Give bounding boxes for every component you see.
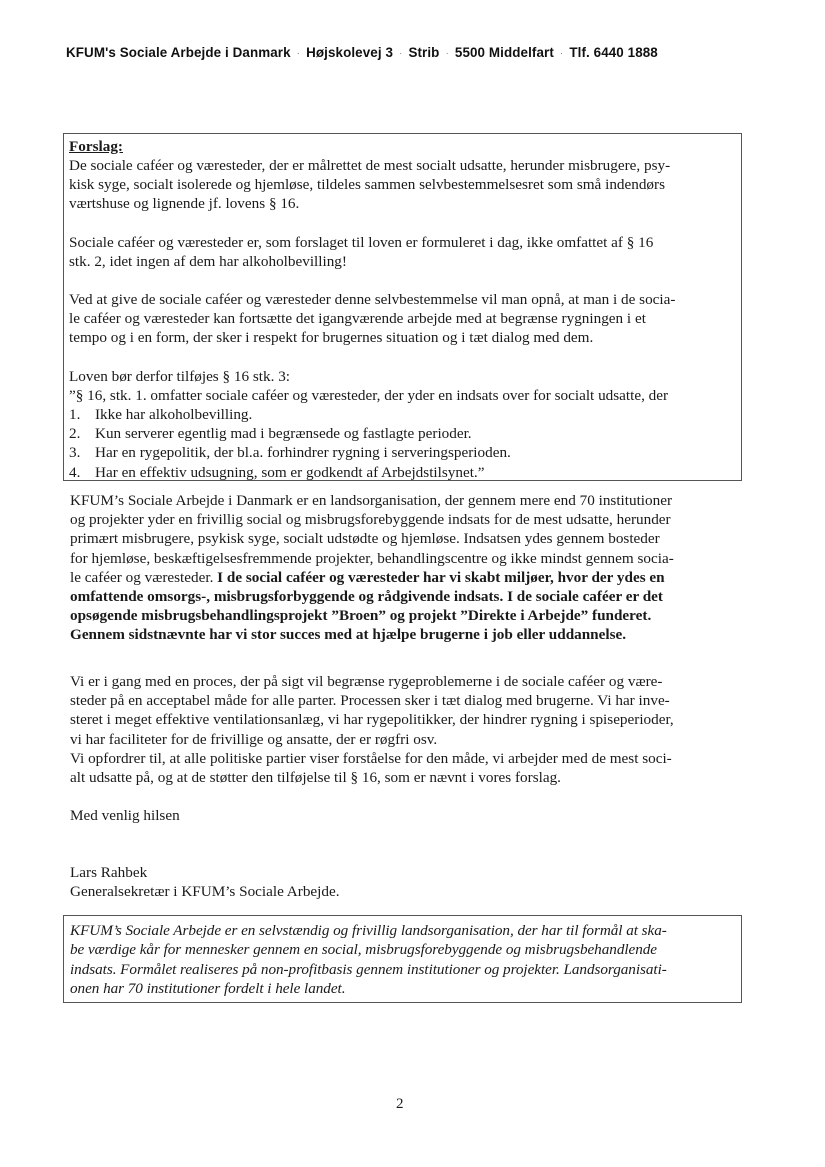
signer-name: Lars Rahbek [70,864,148,881]
text-line: alt udsatte på, og at de støtter den tilføjelse til § 16, som er nævnt i vores forslag. [70,769,561,787]
text-line [70,568,735,587]
separator-dot: · [445,48,449,59]
letterhead [66,45,766,60]
organisation-footer-box [63,915,742,1003]
list-item [69,463,741,482]
list-item [69,424,741,443]
text-normal: le caféer og væresteder. [70,568,218,586]
text-line: steder på en acceptabel måde for alle parter. Processen sker i tæt dialog med brugerne. Vi har inve- [70,692,670,710]
letterhead-street: Højskolevej 3 [306,45,394,60]
separator-dot: · [399,48,403,59]
organisation-paragraph [70,491,735,645]
text-line: tempo og i en form, der sker i respekt for brugernes situation og i tæt dialog med dem. [69,329,594,347]
text-line: Loven bør derfor tilføjes § 16 stk. 3: [69,367,291,385]
list-number: 3. [69,444,81,462]
list-number: 1. [69,406,81,424]
separator-dot: · [559,48,564,59]
proposal-box [63,133,742,481]
text-line: Ved at give de sociale caféer og væresteder denne selvbestemmelse vil man opnå, at man i de socia- [69,291,676,309]
separator-dot: · [296,48,301,59]
text-line: Sociale caféer og væresteder er, som forslaget til loven er formuleret i dag, ikke omfattet af § 16 [69,233,654,251]
letterhead-place: Strib [408,45,440,60]
proposal-title: Forslag: [69,138,123,155]
proposal-paragraph-4 [69,367,741,482]
letterhead-phone: Tlf. 6440 1888 [569,45,658,60]
proposal-paragraph-1 [69,156,741,214]
text-line: indsats. Formålet realiseres på non-profitbasis gennem institutioner og projekter. Landsorganisati- [70,960,667,978]
proposal-paragraph-3 [69,290,741,348]
text-line: og projekter yder en frivillig social og misbrugsforebyggende indsats for de mest udsatte, herunder [70,511,671,529]
text-line: omfattende omsorgs-, misbrugsforbyggende og rådgivende indsats. I de sociale caféer er det [70,588,663,606]
list-item [69,443,741,462]
letterhead-org: KFUM's Sociale Arbejde i Danmark [66,45,291,60]
list-text: Kun serverer egentlig mad i begrænsede og fastlagte perioder. [95,425,472,443]
text-line: stk. 2, idet ingen af dem har alkoholbevilling! [69,252,347,270]
text-line: værtshuse og lignende jf. lovens § 16. [69,195,300,213]
proposal-list [69,405,741,482]
greeting: Med venlig hilsen [70,807,180,824]
text-line: ”§ 16, stk. 1. omfatter sociale caféer og væresteder, der yder en indsats over for socialt udsatte, der [69,386,669,404]
signer-title: Generalsekretær i KFUM’s Sociale Arbejde. [70,883,340,901]
text-line: De sociale caféer og væresteder, der er målrettet de mest socialt udsatte, herunder misbrugere, psy- [69,157,671,174]
text-line: be værdige kår for mennesker gennem en social, misbrugsforebyggende og misbrugsbehandlende [70,941,657,959]
list-number: 4. [69,463,81,481]
text-bold: I de social caféer og væresteder har vi skabt miljøer, hvor der ydes en [217,568,665,586]
text-line: primært misbrugere, psykisk syge, socialt udstødte og hjemløse. Indsatsen ydes gennem bosteder [70,530,660,548]
text-line: le caféer og væresteder kan fortsætte det igangværende arbejde med at begrænse rygningen i et [69,310,646,328]
list-item [69,405,741,424]
text-line: KFUM’s Sociale Arbejde er en selvstændig og frivillig landsorganisation, der har til formål at ska- [70,922,667,939]
text-line: Gennem sidstnævnte har vi stor succes med at hjælpe brugerne i job eller uddannelse. [70,626,627,644]
list-text: Ikke har alkoholbevilling. [95,406,253,424]
text-line: onen har 70 institutioner fordelt i hele landet. [70,979,346,997]
text-line: KFUM’s Sociale Arbejde i Danmark er en landsorganisation, der gennem mere end 70 institutioner [70,492,673,509]
proposal-paragraph-2 [69,233,741,271]
process-paragraph [70,672,735,787]
list-number: 2. [69,425,81,443]
text-line: opsøgende misbrugsbehandlingsprojekt ”Broen” og projekt ”Direkte i Arbejde” funderet. [70,607,652,625]
text-line: kisk syge, socialt isolerede og hjemløse, tildeles sammen selvbestemmelsesret som små indendørs [69,176,665,194]
list-text: Har en rygepolitik, der bl.a. forhindrer rygning i serveringsperioden. [95,444,511,462]
text-line: for hjemløse, beskæftigelsesfremmende projekter, behandlingscentre og ikke mindst gennem socia- [70,549,674,567]
page-number: 2 [396,1096,404,1112]
letterhead-city: 5500 Middelfart [454,45,554,60]
signature-block [70,863,340,901]
text-line: steret i meget effektive ventilationsanlæg, vi har rygepolitikker, der hindrer rygning i spiseperioder, [70,711,674,729]
text-line: Vi er i gang med en proces, der på sigt vil begrænse rygeproblemerne i de sociale caféer og være- [70,673,663,690]
list-text: Har en effektiv udsugning, som er godkendt af Arbejdstilsynet.” [95,463,485,481]
text-line: Vi opfordrer til, at alle politiske partier viser forståelse for den måde, vi arbejder med de mest soci- [70,749,672,767]
text-line: vi har faciliteter for de frivillige og ansatte, der er røgfri osv. [70,730,438,748]
